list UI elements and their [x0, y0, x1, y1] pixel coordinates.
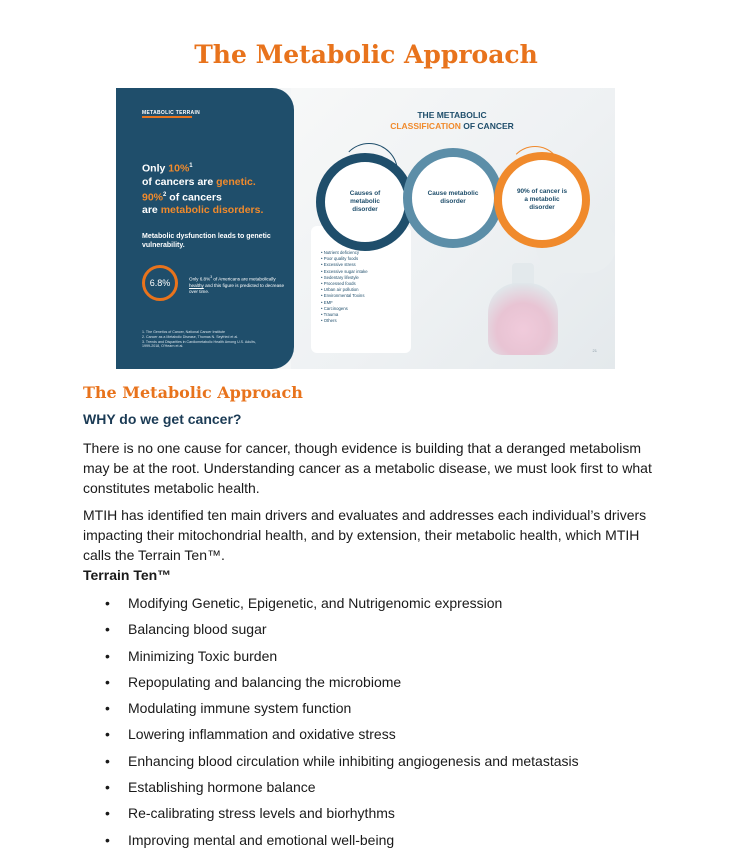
paragraph-2: MTIH has identified ten main drivers and evaluates and addresses each individual’s drivers impacting their mitochondrial health, and by extension, their metabolic health, which MTIH calls the Terrain Ten™. [83, 507, 647, 563]
causes-list: • Nutrient deficiency • Poor quality foods • Excessive stress • Excessive sugar intake • Sedentary lifestyle • Processed foods • Urban air pollution • Environmental Toxins • EMF • Carcinogens • Trauma • Others [321, 250, 368, 324]
slide-page-number: 21 [592, 348, 597, 353]
logo-underline [142, 116, 192, 118]
list-item: • Improving mental and emotional well-being [103, 829, 579, 855]
metabolic-classification-slide [116, 88, 615, 369]
cancer-statistic: Only 10%$^1$ of cancers are genetic. 90%$^2$ of cancers are metabolic disorders. [142, 162, 264, 216]
section-title: The Metabolic Approach [83, 383, 303, 402]
list-item: • Establishing hormone balance [103, 776, 579, 802]
list-item: • Lowering inflammation and oxidative stress [103, 723, 579, 749]
list-item: • Minimizing Toxic burden [103, 645, 579, 671]
classification-title: THE METABOLIC CLASSIFICATION OF CANCER [390, 110, 514, 131]
slide-logo: METABOLIC TERRAIN [142, 110, 201, 116]
flask-image [488, 283, 558, 355]
ring-description: Only 6.8%$^3$ of Americans are metabolically healthy and this figure is predicted to decrease over time. [189, 275, 285, 294]
page-title: The Metabolic Approach [194, 40, 538, 69]
vulnerability-text: Metabolic dysfunction leads to genetic vulnerability. [142, 233, 271, 249]
list-item: • Re-calibrating stress levels and biorhythms [103, 802, 579, 828]
list-item: • Modifying Genetic, Epigenetic, and Nutrigenomic expression [103, 592, 579, 618]
paragraph-1: There is no one cause for cancer, though evidence is building that a deranged metabolism may be at the root. Understanding cancer as a metabolic disease, we must look first to what constitutes metabolic health. [83, 440, 652, 496]
list-item: • Repopulating and balancing the microbiome [103, 671, 579, 697]
terrain-heading: Terrain Ten™ [83, 567, 172, 583]
list-item: • Balancing blood sugar [103, 618, 579, 644]
list-item: • Modulating immune system function [103, 697, 579, 723]
list-item: • Enhancing blood circulation while inhibiting angiogenesis and metastasis [103, 750, 579, 776]
percent-ring: 6.8% [142, 265, 178, 301]
circle-cause: Cause metabolic disorder [403, 148, 503, 248]
circle-ninety-percent: 90% of cancer is a metabolic disorder [494, 152, 590, 248]
slide-left-panel [116, 88, 294, 369]
why-heading: WHY do we get cancer? [83, 411, 242, 427]
references-list: 1. The Genetics of Cancer, National Cancer Institute 2. Cancer as a Metabolic Disease, Thomas N. Seyfried et al. 3. Trends and Disparities in Cardiometabolic Health Among U.S. Adults, 1999-2018, O'Hearn et al. [142, 330, 256, 349]
circle-causes: Causes of metabolic disorder [316, 153, 414, 251]
terrain-ten-list [103, 592, 579, 855]
